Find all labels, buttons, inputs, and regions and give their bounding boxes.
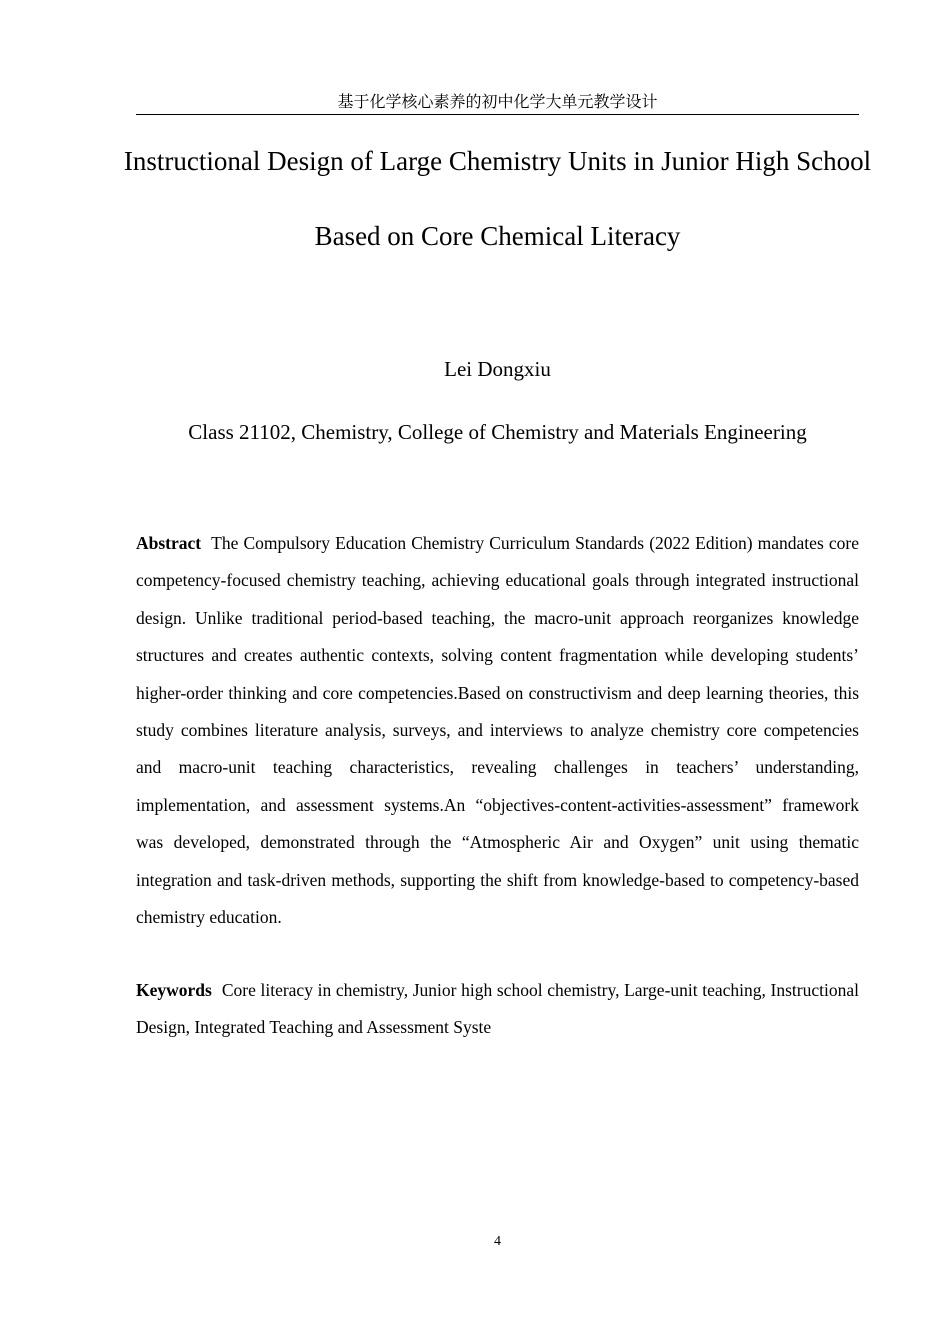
paper-title: Instructional Design of Large Chemistry Units in Junior High School Based on Core Chemical Literacy (123, 146, 872, 251)
author-name: Lei Dongxiu (444, 357, 551, 381)
abstract-paragraph (136, 525, 859, 936)
page-number: 4 (494, 1234, 501, 1249)
abstract-label: Abstract (136, 533, 202, 553)
keywords-text: Core literacy in chemistry, Junior high school chemistry, Large-unit teaching, Instructional Design, Integrated Teaching and Assessment Syste (136, 980, 859, 1038)
running-header: 基于化学核心素养的初中化学大单元教学设计 (136, 90, 859, 115)
abstract-text: The Compulsory Education Chemistry Curriculum Standards (2022 Edition) mandates core competency-focused chemistry teaching, achieving educational goals through integrated instructional design. Unlike traditional period-based teaching, the macro-unit approach reorganizes knowledge structures and creates authentic contexts, solving content fragmentation while developing students’ higher-order thinking and core competencies.Based on constructivism and deep learning theories, this study combines literature analysis, surveys, and interviews to analyze chemistry core competencies and macro-unit teaching characteristics, revealing challenges in teachers’ understanding, implementation, and assessment systems.An “objectives-content-activities-assessment” framework was developed, demonstrated through the “Atmospheric Air and Oxygen” unit using thematic integration and task-driven methods, supporting the shift from knowledge-based to competency-based chemistry education. (136, 533, 859, 928)
keywords-label: Keywords (136, 980, 212, 1000)
keywords-paragraph (136, 972, 859, 1047)
author-affiliation: Class 21102, Chemistry, College of Chemistry and Materials Engineering (188, 420, 807, 444)
